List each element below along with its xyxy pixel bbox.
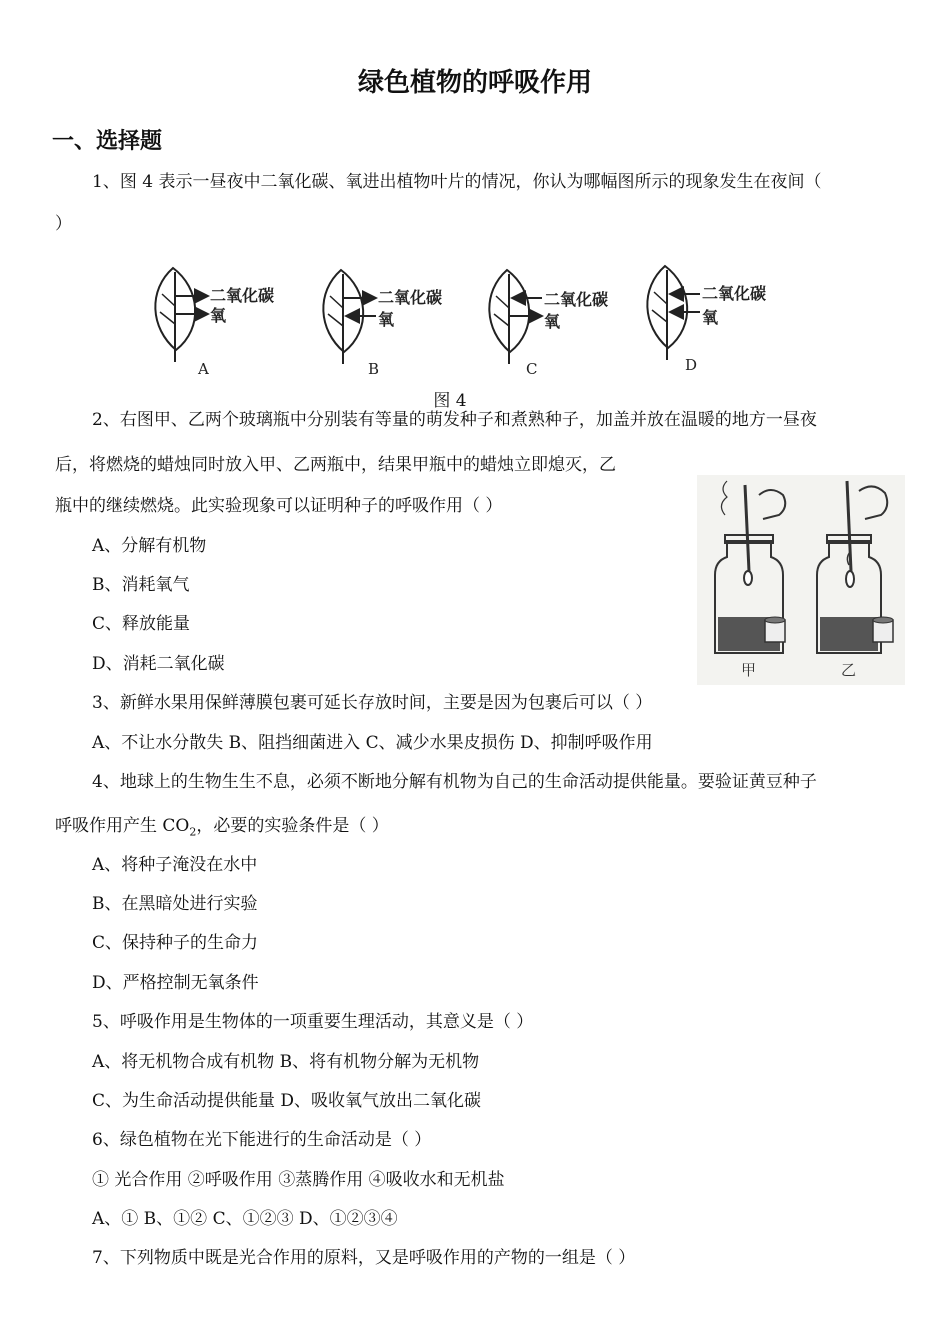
jar-experiment-svg bbox=[697, 475, 905, 685]
jar-yi-seeds bbox=[820, 617, 878, 651]
section-heading: 一、选择题 bbox=[52, 129, 163, 154]
q5-options-1: A、将无机物合成有机物 B、将有机物分解为无机物 bbox=[92, 1052, 480, 1072]
figure-caption: 图 4 bbox=[433, 391, 467, 411]
q3-stem: 3、新鲜水果用保鲜薄膜包裹可延长存放时间，主要是因为包裹后可以（ ） bbox=[92, 693, 653, 713]
leaf-b-o2-label: 氧 bbox=[378, 310, 395, 329]
q7-stem: 7、下列物质中既是光合作用的原料，又是呼吸作用的产物的一组是（ ） bbox=[92, 1248, 636, 1268]
q4-option-a: A、将种子淹没在水中 bbox=[92, 855, 258, 875]
leaf-c-letter: C bbox=[526, 360, 538, 378]
q6-stem: 6、绿色植物在光下能进行的生命活动是（ ） bbox=[92, 1130, 432, 1150]
q2-stem: 2、右图甲、乙两个玻璃瓶中分别装有等量的萌发种子和煮熟种子，加盖并放在温暖的地方一昼夜 bbox=[92, 410, 817, 430]
lid-yi-icon bbox=[873, 617, 893, 642]
q4-option-b: B、在黑暗处进行实验 bbox=[92, 894, 258, 914]
leaf-b-co2-label: 二氧化碳 bbox=[378, 288, 443, 307]
q1-stem: 1、图 4 表示一昼夜中二氧化碳、氧进出植物叶片的情况，你认为哪幅图所示的现象发生在夜间（ bbox=[92, 172, 822, 192]
jar-jia-label: 甲 bbox=[741, 661, 757, 679]
jar-experiment-figure bbox=[697, 475, 905, 685]
q6-items: ① 光合作用 ②呼吸作用 ③蒸腾作用 ④吸收水和无机盐 bbox=[92, 1170, 505, 1190]
q1-stem-cont: ） bbox=[55, 214, 72, 234]
q5-stem: 5、呼吸作用是生物体的一项重要生理活动，其意义是（ ） bbox=[92, 1012, 534, 1032]
q2-option-d: D、消耗二氧化碳 bbox=[92, 654, 225, 674]
leaf-b-icon bbox=[323, 270, 376, 364]
q2-option-c: C、释放能量 bbox=[92, 614, 191, 634]
leaf-a-co2-label: 二氧化碳 bbox=[210, 286, 275, 305]
leaf-a-o2-label: 氧 bbox=[210, 306, 227, 325]
page-title: 绿色植物的呼吸作用 bbox=[357, 68, 592, 98]
leaf-c-co2-label: 二氧化碳 bbox=[544, 290, 609, 309]
leaf-a-letter: A bbox=[198, 360, 209, 378]
leaf-a-icon bbox=[155, 268, 208, 362]
q4-stem: 4、地球上的生物生生不息，必须不断地分解有机物为自己的生命活动提供能量。要验证黄豆种子 bbox=[92, 772, 817, 792]
q2-stem-cont-1: 后，将燃烧的蜡烛同时放入甲、乙两瓶中，结果甲瓶中的蜡烛立即熄灭，乙 bbox=[55, 455, 616, 475]
q4-stem-cont bbox=[55, 816, 389, 842]
q4-stem-cont-pre: 呼吸作用产生 CO bbox=[55, 816, 190, 836]
q6-options: A、① B、①② C、①②③ D、①②③④ bbox=[92, 1209, 398, 1229]
q4-co2-subscript: 2 bbox=[189, 825, 197, 839]
lid-jia-icon bbox=[765, 617, 785, 642]
q2-option-a: A、分解有机物 bbox=[92, 536, 207, 556]
leaf-d-co2-label: 二氧化碳 bbox=[702, 284, 767, 303]
leaf-diagram-svg bbox=[130, 262, 810, 382]
q4-option-c: C、保持种子的生命力 bbox=[92, 933, 259, 953]
leaf-d-icon bbox=[647, 266, 700, 360]
leaf-c-o2-label: 氧 bbox=[544, 312, 561, 331]
q2-stem-cont-2: 瓶中的继续燃烧。此实验现象可以证明种子的呼吸作用（ ） bbox=[55, 496, 503, 516]
q5-options-2: C、为生命活动提供能量 D、吸收氧气放出二氧化碳 bbox=[92, 1091, 482, 1111]
leaf-c-icon bbox=[489, 270, 542, 364]
q4-option-d: D、严格控制无氧条件 bbox=[92, 973, 259, 993]
q4-stem-cont-post: ，必要的实验条件是（ ） bbox=[196, 816, 389, 836]
jar-yi-label: 乙 bbox=[841, 661, 857, 679]
figure-4-leaves bbox=[130, 262, 810, 382]
leaf-d-o2-label: 氧 bbox=[702, 308, 719, 327]
leaf-b-letter: B bbox=[368, 360, 380, 378]
q3-options: A、不让水分散失 B、阻挡细菌进入 C、减少水果皮损伤 D、抑制呼吸作用 bbox=[92, 733, 653, 753]
q2-option-b: B、消耗氧气 bbox=[92, 575, 190, 595]
leaf-d-letter: D bbox=[685, 356, 698, 374]
